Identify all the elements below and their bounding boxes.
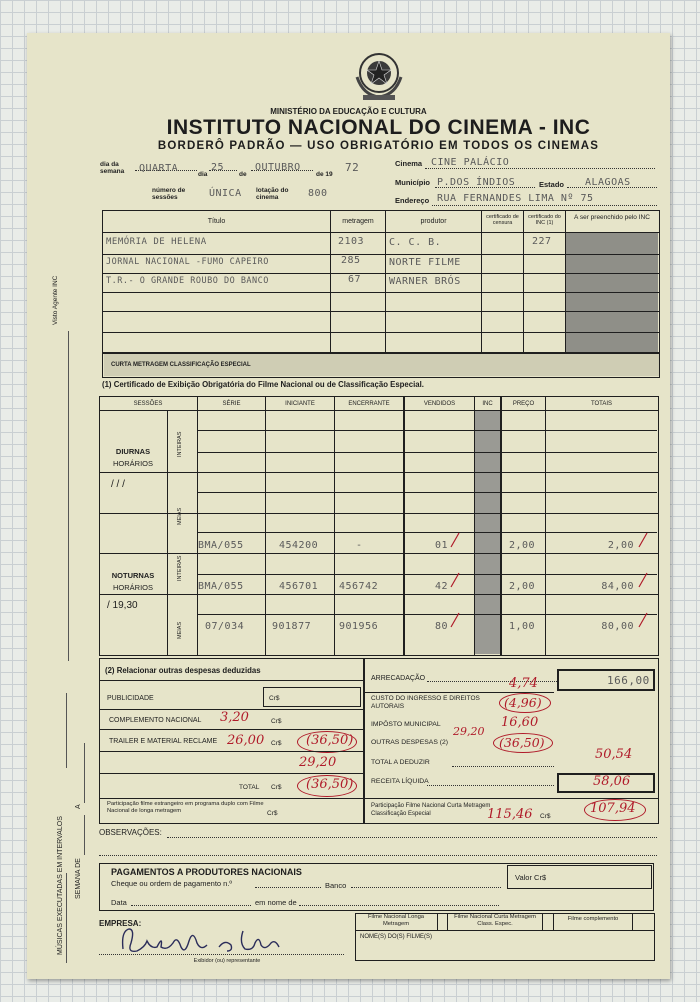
night-times-label: HORÁRIOS	[112, 583, 153, 592]
totals-header: TOTAIS	[590, 401, 613, 407]
trailer-label: TRAILER E MATERIAL RECLAME	[109, 738, 218, 745]
municipal-tax-label: IMPÔSTO MUNICIPAL	[371, 721, 441, 728]
expenses-total-label: TOTAL	[239, 784, 260, 791]
short-film-share-label: Participação Filme Nacional Curta Metragem Classificação Especial	[371, 803, 491, 817]
start-header: INICIANTE	[285, 401, 315, 407]
month-label: de	[239, 171, 247, 178]
bank-label: Banco	[325, 881, 347, 890]
price-header: PREÇO	[512, 401, 535, 407]
revenue-label: ARRECADAÇÃO	[371, 675, 426, 682]
cinema-value: CINE PALÁCIO	[431, 157, 510, 168]
col-title-header: Título	[207, 218, 226, 225]
national-complement-label: COMPLEMENTO NACIONAL	[109, 717, 202, 724]
date-label: Data	[111, 898, 127, 907]
capacity-value: 800	[308, 188, 328, 199]
film-title: MEMÓRIA DE HELENA	[106, 237, 207, 247]
day-times-value: / / /	[111, 479, 125, 490]
film-title: JORNAL NACIONAL -FUMO CAPEIRO	[106, 257, 269, 267]
session-end: -	[356, 540, 363, 551]
inspector-visa-label: Visto Agente INC	[52, 275, 59, 325]
film-names-label: NOME(S) DO(S) FILME(S)	[360, 934, 432, 940]
foreign-film-label: Participação filme estrangeiro em programa duplo com Filme Nacional de longa metragem	[107, 801, 264, 814]
municipality-value: P.DOS ÍNDIOS	[437, 177, 516, 188]
film-inc-cert: 227	[532, 236, 552, 247]
advertising-currency: Cr$	[269, 695, 280, 702]
ticket-cost-label: CUSTO DO INGRESSO E DIREITOS AUTORAIS	[371, 695, 480, 710]
total-currency: Cr$	[271, 784, 282, 791]
col-producer-header: produtor	[420, 218, 447, 225]
film-length: 285	[341, 255, 361, 266]
day-label: dia	[198, 171, 208, 178]
state-label: Estado	[539, 180, 565, 189]
session-start: 456701	[279, 581, 319, 592]
municipality-label: Município	[395, 178, 430, 187]
full-price-label: INTEIRAS	[177, 555, 183, 581]
observations-label: OBSERVAÇÕES:	[99, 828, 162, 837]
film-producer: WARNER BRÓS	[389, 276, 461, 287]
state-value: ALAGOAS	[585, 177, 631, 188]
complement-film-label: Filme complemento	[567, 916, 619, 922]
full-price-label: INTEIRAS	[177, 431, 183, 457]
total-check-marks	[637, 529, 657, 639]
expenses-total: (36,50)	[306, 777, 354, 792]
series-header: SÉRIE	[222, 401, 241, 407]
session-sold: 01	[435, 540, 449, 551]
film-length: 67	[348, 274, 362, 285]
short-film-label: CURTA METRAGEM CLASSIFICAÇÃO ESPECIAL	[111, 362, 251, 368]
col-inc-use-header: A ser preenchido pelo INC	[574, 214, 650, 221]
night-times-value: / 19,30	[107, 600, 138, 611]
address-value: RUA FERNANDES LIMA Nº 75	[437, 193, 594, 204]
half-price-label: MEIAS	[177, 507, 183, 525]
sold-header: VENDIDOS	[423, 401, 456, 407]
col-censorship-header: certificado de censura	[486, 214, 519, 226]
short-film-share-value: 107,94	[590, 801, 636, 816]
address-label: Endereço	[395, 196, 430, 205]
form-subtitle: BORDERÔ PADRÃO — USO OBRIGATÓRIO EM TODOS OS CINEMAS	[157, 140, 600, 152]
ticket-cost-value: (4,96)	[504, 695, 542, 710]
national-complement-value: 3,20	[220, 710, 249, 725]
company-label: EMPRESA:	[99, 919, 142, 928]
weekday-value: QUARTA	[139, 163, 179, 174]
session-start: 454200	[279, 540, 319, 551]
signature-caption: Exibidor (ou) representante	[193, 958, 261, 964]
film-title: T.R.- O GRANDE ROUBO DO BANCO	[106, 276, 269, 286]
session-sold: 42	[435, 581, 449, 592]
session-total: 80,00	[601, 621, 634, 632]
session-total: 2,00	[607, 540, 634, 551]
film-length: 2103	[338, 236, 365, 247]
month-value: OUTUBRO	[255, 162, 301, 173]
other-expenses-value: (36,50)	[499, 735, 545, 750]
ministry-name: MINISTÉRIO DA EDUCAÇÃO E CULTURA	[270, 107, 427, 116]
net-revenue-label: RECEITA LÍQUIDA	[371, 778, 429, 785]
music-intervals-label: MÚSICAS EXECUTADAS EM INTERVALOS	[57, 816, 64, 955]
half-price-label: MEIAS	[177, 621, 183, 639]
session-start: 901877	[272, 621, 312, 632]
trailer-currency: Cr$	[271, 740, 282, 747]
session-sold: 80	[435, 621, 449, 632]
total-deduct-label: TOTAL A DEDUZIR	[371, 759, 430, 766]
year-label: de 19	[316, 171, 333, 178]
session-total: 84,00	[601, 581, 634, 592]
film-producer: C. C. B.	[389, 237, 442, 248]
weekday-label: dia da semana	[100, 161, 125, 175]
net-revenue-value: 58,06	[593, 774, 631, 789]
extra-expense: 29,20	[299, 755, 337, 770]
capacity-label: lotação do cinema	[256, 187, 289, 201]
session-price: 2,00	[509, 581, 536, 592]
payments-title: PAGAMENTOS A PRODUTORES NACIONAIS	[111, 867, 302, 877]
short-film-currency: Cr$	[540, 813, 551, 820]
night-sessions-label: NOTURNAS	[111, 571, 155, 580]
week-label: SEMANA DE	[75, 858, 82, 899]
other-expenses-note: 29,20	[453, 725, 485, 738]
sessions-count-value: ÚNICA	[209, 188, 242, 199]
day-sessions-label: DIURNAS	[115, 447, 151, 456]
sessions-header: SESSÕES	[133, 401, 163, 407]
session-series: 07/034	[205, 621, 245, 632]
session-series: BMA/055	[198, 540, 244, 551]
day-value: 25	[211, 162, 225, 173]
borderô-form	[27, 33, 670, 979]
certificate-footnote: (1) Certificado de Exibição Obrigatória do Filme Nacional ou de Classificação Especial.	[102, 380, 424, 389]
end-header: ENCERRANTE	[348, 401, 390, 407]
institute-title: INSTITUTO NACIONAL DO CINEMA - INC	[166, 116, 591, 139]
complement-currency: Cr$	[271, 718, 282, 725]
cheque-label: Cheque ou ordem de pagamento n.º	[111, 879, 233, 888]
year-value: 72	[345, 161, 360, 174]
film-producer: NORTE FILME	[389, 257, 461, 268]
amount-label: Valor Cr$	[515, 873, 547, 882]
week-to-label: A	[75, 804, 82, 809]
session-price: 1,00	[509, 621, 536, 632]
payee-label: em nome de	[255, 898, 297, 907]
sessions-count-label: número de sessões	[152, 187, 186, 201]
col-inc-cert-header: certificado do INC (1)	[528, 214, 561, 226]
col-length-header: metragem	[342, 218, 374, 225]
advertising-label: PUBLICIDADE	[107, 695, 154, 702]
other-expenses-label: OUTRAS DESPESAS (2)	[371, 739, 449, 746]
trailer-value: 26,00	[227, 733, 265, 748]
coat-of-arms-emblem	[349, 47, 409, 105]
cinema-label: Cinema	[395, 159, 423, 168]
municipal-tax-value: 16,60	[501, 715, 539, 730]
session-end: 901956	[339, 621, 379, 632]
short-film-share-note: 115,46	[487, 807, 533, 822]
inc-header: INC	[482, 401, 493, 407]
session-series: BMA/055	[198, 581, 244, 592]
ticket-cost-note: 4,74	[509, 676, 538, 691]
session-price: 2,00	[509, 540, 536, 551]
feature-film-label: Filme Nacional Longa Metragem	[367, 914, 425, 927]
short-film-class-label: Filme Nacional Curta Metragem Class. Espec.	[454, 914, 536, 927]
day-times-label: HORÁRIOS	[112, 459, 153, 468]
expenses-title: (2) Relacionar outras despesas deduzidas	[105, 666, 261, 675]
total-deduct-value: 50,54	[595, 747, 633, 762]
foreign-currency: Cr$	[267, 810, 278, 817]
session-end: 456742	[339, 581, 379, 592]
check-marks	[447, 529, 467, 639]
revenue-value: 166,00	[607, 674, 650, 687]
trailer-total: (36,50)	[306, 733, 354, 748]
